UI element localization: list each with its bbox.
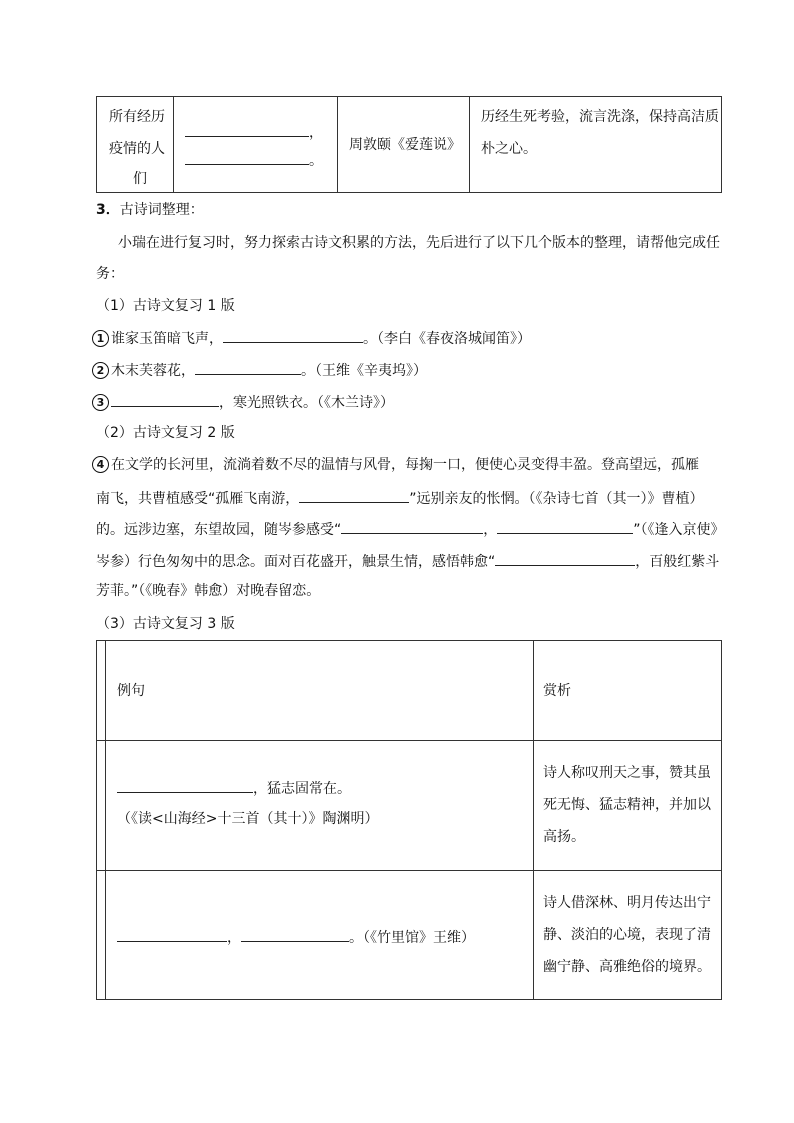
answer-blank[interactable]	[195, 359, 301, 375]
row1-analysis-line: 死无悔、猛志精神，并加以	[543, 797, 711, 813]
item-number-badge: 4	[92, 456, 109, 473]
item-1: 1 谁家玉笛暗飞声， 。（李白《春夜洛城闻笛》）	[92, 327, 531, 349]
version-2-title: （2）古诗文复习 2 版	[96, 425, 235, 441]
intro-text: 小瑞在进行复习时，努力探索古诗文积累的方法，先后进行了以下几个版本的整理，请帮他完成任	[118, 235, 720, 251]
table1-col1-line: 疫情的人	[109, 141, 165, 157]
item-number-badge: 1	[92, 330, 109, 347]
table1-col1-line: 所有经历	[109, 109, 165, 125]
answer-blank[interactable]	[117, 926, 227, 942]
item-number-badge: 3	[92, 394, 109, 411]
paragraph-4-line: 的。远涉边塞，东望故园，随岑参感受“ ， ”（《逢入京使》	[96, 518, 725, 540]
row1-source: （《读<山海经>十三首（其十）》陶渊明）	[117, 811, 379, 827]
row1-analysis-line: 诗人称叹刑天之事，赞其虽	[543, 765, 711, 781]
answer-blank[interactable]	[241, 926, 349, 942]
answer-blank[interactable]	[185, 149, 309, 165]
table-divider	[97, 870, 721, 871]
table1-source: 周敦颐《爱莲说》	[349, 137, 461, 153]
question-number: 3．	[96, 202, 120, 218]
paragraph-4-line: 芳菲。”（《晚春》韩愈）对晚春留恋。	[96, 583, 321, 599]
table1-desc-line: 朴之心。	[481, 141, 537, 157]
version-1-title: （1）古诗文复习 1 版	[96, 298, 235, 314]
question-heading	[96, 200, 204, 220]
table1-desc-line: 历经生死考验，流言洗涤，保持高洁质	[481, 109, 719, 125]
answer-blank[interactable]	[497, 518, 633, 534]
table-divider	[337, 97, 338, 192]
answer-blank[interactable]	[495, 550, 635, 566]
row2-analysis-line: 诗人借深林、明月传达出宁	[543, 895, 711, 911]
answer-blank[interactable]	[299, 487, 409, 503]
table-divider	[105, 641, 106, 999]
row1-analysis-line: 高扬。	[543, 829, 585, 845]
table-divider	[533, 641, 534, 999]
item-3: 3 ，寒光照铁衣。（《木兰诗》）	[92, 391, 394, 413]
table1-answer-line-2: 。	[185, 149, 323, 171]
answer-blank[interactable]	[117, 777, 253, 793]
header-analysis: 赏析	[543, 683, 571, 699]
poetry-table-bottom	[96, 640, 722, 1000]
row2-analysis-line: 幽宁静、高雅绝俗的境界。	[543, 959, 711, 975]
table-divider	[469, 97, 470, 192]
table-divider	[173, 97, 174, 192]
table-divider	[97, 740, 721, 741]
version-3-title: （3）古诗文复习 3 版	[96, 616, 235, 632]
row2-analysis-line: 静、淡泊的心境，表现了清	[543, 927, 711, 943]
table1-answer-line-1: ，	[185, 121, 323, 143]
paragraph-4-line: 南飞，共曹植感受“孤雁飞南游， ”远别亲友的怅惘。（《杂诗七首（其一）》曹植）	[96, 487, 704, 509]
item-2: 2 木末芙蓉花， 。（王维《辛夷坞》）	[92, 359, 427, 381]
row2-example: ， 。（《竹里馆》王维）	[117, 926, 475, 948]
intro-text: 务：	[96, 266, 124, 282]
header-example: 例句	[117, 683, 145, 699]
item-number-badge: 2	[92, 362, 109, 379]
paragraph-4-line: 岑参）行色匆匆中的思念。面对百花盛开，触景生情，感悟韩愈“ ，百般红紫斗	[96, 550, 719, 572]
answer-blank[interactable]	[341, 518, 483, 534]
answer-blank[interactable]	[223, 327, 363, 343]
poetry-table-top	[96, 96, 722, 193]
question-title: 古诗词整理：	[119, 202, 204, 218]
paragraph-4-line: 4 在文学的长河里，流淌着数不尽的温情与风骨，每掬一口，便使心灵变得丰盈。登高望远，孤雁	[92, 455, 699, 475]
answer-blank[interactable]	[185, 121, 309, 137]
row1-example: ，猛志固常在。	[117, 777, 351, 799]
answer-blank[interactable]	[111, 391, 219, 407]
table1-col1-line: 们	[133, 171, 147, 187]
